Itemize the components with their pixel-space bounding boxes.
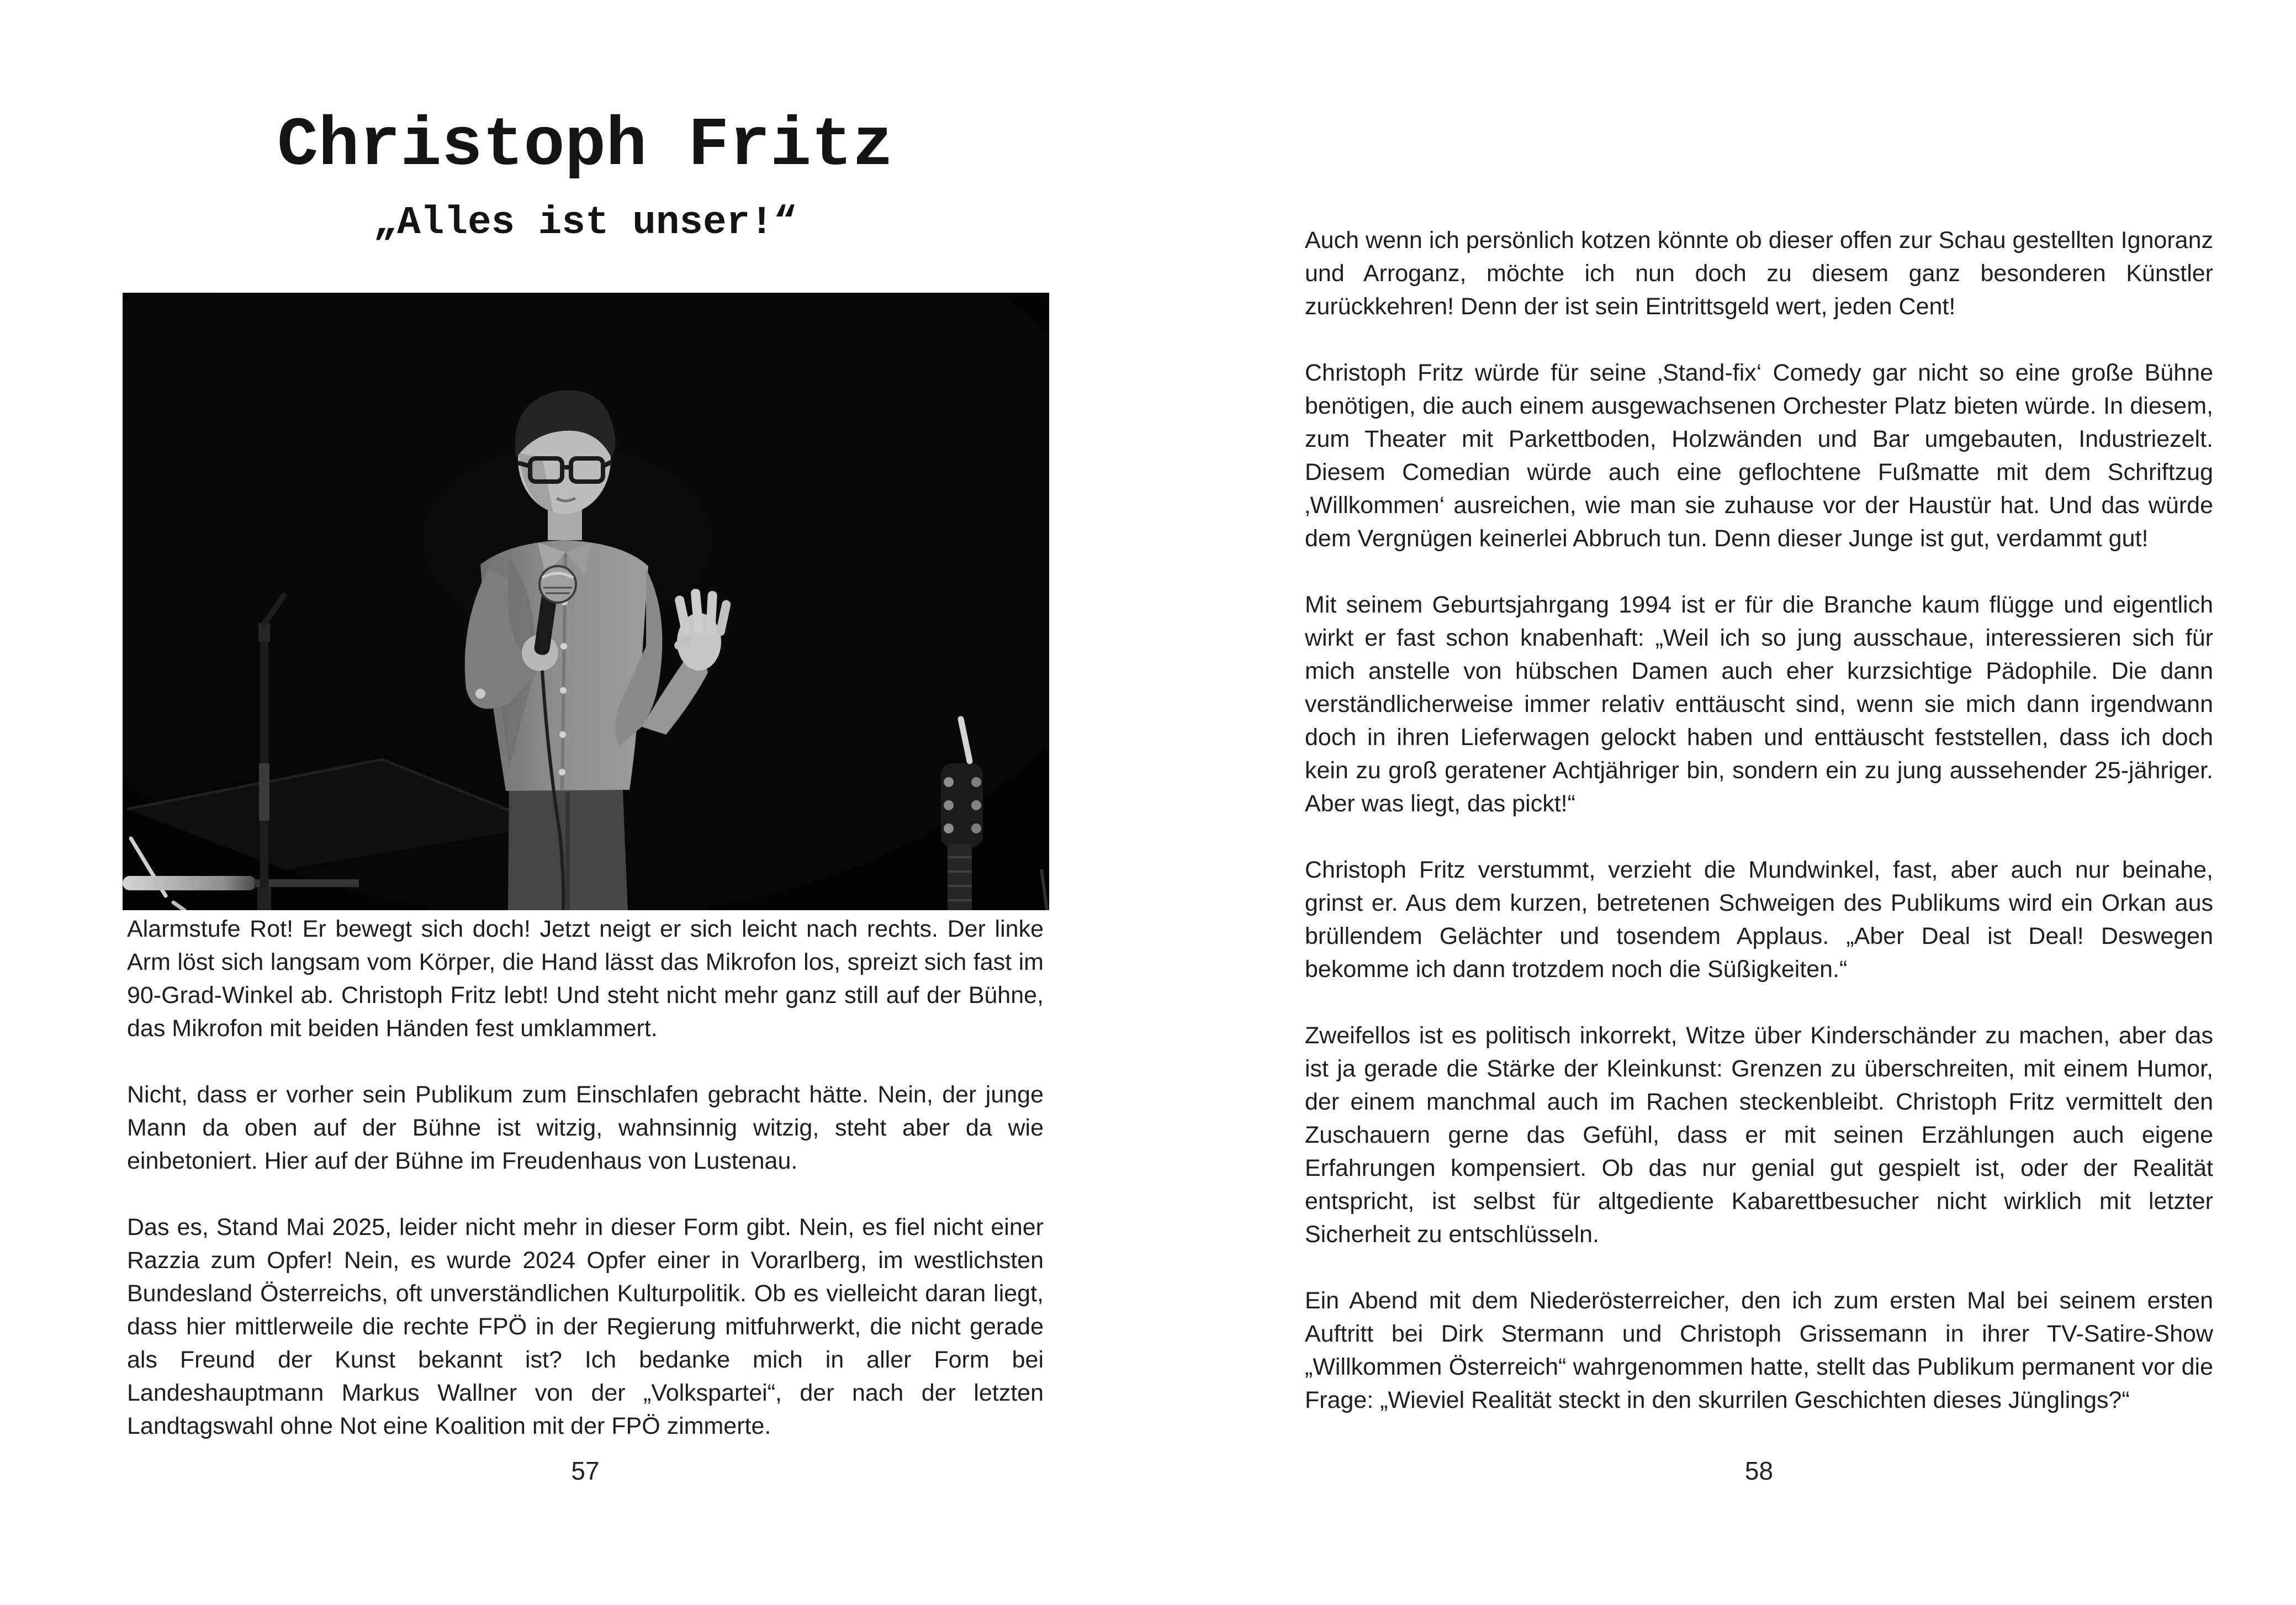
- paragraph: Zweifellos ist es politisch inkorrekt, Witze über Kinderschänder zu machen, aber das ist ja gerade die Stärke der Kleinkunst: Grenzen zu überschreiten, mit einem Humor, der einem manchmal auch im Rachen steckenbleibt. Christoph Fritz vermittelt den Zuschauern gerne das Gefühl, dass er mit seinen Erzählungen auch eigene Erfahrungen kompensiert. Ob das nur genial gut gespielt ist, oder der Realität entspricht, ist selbst für altgediente Kabarettbesucher nicht wirklich mit letzter Sicherheit zu entschlüsseln.: [1305, 1022, 2213, 1248]
- paragraph: Alarmstufe Rot! Er bewegt sich doch! Jetzt neigt er sich leicht nach rechts. Der linke Arm löst sich langsam vom Körper, die Hand lässt das Mikrofon los, spreizt sich fast im 90-Grad-Winkel ab. Christoph Fritz lebt! Und steht nicht mehr ganz still auf der Bühne, das Mikrofon mit beiden Händen fest umklammert.: [127, 916, 1044, 1042]
- page-number-right: 58: [1744, 1456, 1774, 1485]
- paragraph: Auch wenn ich persönlich kotzen könnte ob dieser offen zur Schau gestellten Ignoranz und Arroganz, möchte ich nun doch zu diesem ganz besonderen Künstler zurückkehren! Denn der ist sein Eintrittsgeld wert, jeden Cent!: [1305, 227, 2213, 320]
- paragraph: Ein Abend mit dem Niederösterreicher, den ich zum ersten Mal bei seinem ersten Auftritt bei Dirk Stermann und Christoph Grissemann in ihrer TV-Satire-Show „Willkommen Österreich“ wahrgenommen hatte, stellt das Publikum permanent vor die Frage: „Wieviel Realität steckt in den skurrilen Geschichten dieses Jünglings?“: [1305, 1287, 2213, 1413]
- chapter-title: Christoph Fritz: [277, 108, 894, 185]
- paragraph: Christoph Fritz verstummt, verzieht die Mundwinkel, fast, aber auch nur beinahe, grinst er. Aus dem kurzen, betretenen Schweigen des Publikums wird ein Orkan aus brüllendem Gelächter und tosendem Applaus. „Aber Deal ist Deal! Deswegen bekomme ich dann trotzdem noch die Süßigkeiten.“: [1305, 857, 2213, 983]
- stage-photo-illustration: [123, 293, 1049, 910]
- stage-photo: [123, 293, 1049, 910]
- paragraph: Das es, Stand Mai 2025, leider nicht mehr in dieser Form gibt. Nein, es fiel nicht einer Razzia zum Opfer! Nein, es wurde 2024 Opfer einer in Vorarlberg, im westlichsten Bundesland Österreichs, oft unverständlichen Kulturpolitik. Ob es vielleicht daran liegt, dass hier mittlerweile die rechte FPÖ in der Regierung mitfuhrwerkt, die nicht gerade als Freund der Kunst bekannt ist? Ich bedanke mich in aller Form bei Landeshauptmann Markus Wallner von der „Volkspartei“, der nach der letzten Landtagswahl ohne Not eine Koalition mit der FPÖ zimmerte.: [127, 1214, 1044, 1439]
- paragraph: Christoph Fritz würde für seine ‚Stand-fix‘ Comedy gar nicht so eine große Bühne benötigen, die auch einem ausgewachsenen Orchester Platz bieten würde. In diesem, zum Theater mit Parkettboden, Holzwänden und Bar umgebauten, Industriezelt. Diesem Comedian würde auch eine geflochtene Fußmatte mit dem Schriftzug ‚Willkommen‘ ausreichen, wie man sie zuhause vor der Haustür hat. Und das würde dem Vergnügen keinerlei Abbruch tun. Denn dieser Junge ist gut, verdammt gut!: [1305, 360, 2213, 552]
- right-page-text: [1305, 224, 2213, 1417]
- left-page-text: [127, 912, 1044, 1443]
- chapter-subtitle: „Alles ist unser!“: [373, 201, 797, 245]
- page-number-left: 57: [571, 1456, 600, 1485]
- paragraph: Mit seinem Geburtsjahrgang 1994 ist er für die Branche kaum flügge und eigentlich wirkt er fast schon knabenhaft: „Weil ich so jung ausschaue, interessieren sich für mich anstelle von hübschen Damen auch eher kurzsichtige Pädophile. Die dann verständlicherweise immer relativ enttäuscht sind, wenn sie mich dann irgendwann doch in ihren Lieferwagen gelockt haben und enttäuscht feststellen, dass ich doch kein zu groß geratener Achtjähriger bin, sondern ein zu jung aussehender 25-jähriger. Aber was liegt, das pickt!“: [1305, 592, 2213, 817]
- paragraph: Nicht, dass er vorher sein Publikum zum Einschlafen gebracht hätte. Nein, der junge Mann da oben auf der Bühne ist witzig, wahnsinnig witzig, steht aber da wie einbetoniert. Hier auf der Bühne im Freudenhaus von Lustenau.: [127, 1081, 1044, 1174]
